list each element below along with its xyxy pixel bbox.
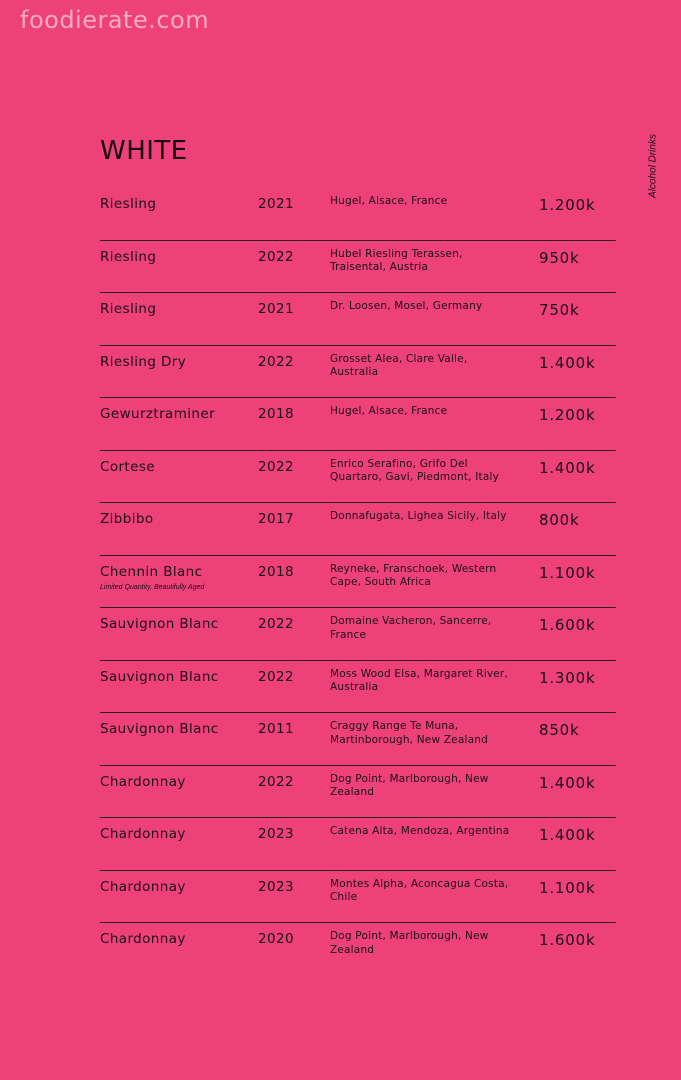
wine-producer: Reyneke, Franschoek, Western Cape, South Africa xyxy=(330,562,497,588)
wine-producer: Donnafugata, Lighea Sicily, Italy xyxy=(330,510,507,522)
wine-row xyxy=(100,871,616,924)
wine-year: 2022 xyxy=(258,773,294,790)
wine-price: 1.400k xyxy=(539,353,596,372)
wine-price: 1.400k xyxy=(539,773,596,792)
wine-year: 2018 xyxy=(258,406,294,422)
wine-price: 1.400k xyxy=(539,458,596,477)
wine-producer: Hugel, Alsace, France xyxy=(330,195,448,207)
wine-year: 2022 xyxy=(258,248,294,265)
wine-name: Chardonnay xyxy=(100,773,186,790)
watermark: foodierate.com xyxy=(20,6,210,34)
wine-price: 1.600k xyxy=(539,931,596,949)
wine-row xyxy=(100,451,616,504)
wine-row xyxy=(100,503,616,556)
section-title: WHITE xyxy=(100,136,188,166)
wine-name: Riesling Dry xyxy=(100,353,187,370)
wine-row xyxy=(100,188,616,241)
wine-year: 2023 xyxy=(258,826,294,842)
wine-row xyxy=(100,923,616,975)
wine-price: 1.400k xyxy=(539,826,596,844)
wine-price: 1.200k xyxy=(539,196,596,214)
wine-producer: Montes Alpha, Aconcagua Costa, Chile xyxy=(330,877,509,903)
wine-note: Limited Quantity, Beautifully Aged xyxy=(100,583,205,591)
wine-name: Sauvignon Blanc xyxy=(100,721,219,737)
wine-row xyxy=(100,608,616,661)
wine-producer: Dog Point, Marlborough, New Zealand xyxy=(330,772,489,798)
wine-year: 2023 xyxy=(258,878,294,895)
wine-list xyxy=(100,188,616,975)
wine-producer: Hubel Riesling Terassen, Traisental, Austria xyxy=(330,247,463,273)
wine-row xyxy=(100,661,616,714)
wine-price: 750k xyxy=(539,301,580,319)
wine-row xyxy=(100,818,616,871)
wine-name: Chardonnay xyxy=(100,826,186,842)
wine-year: 2022 xyxy=(258,616,294,632)
wine-year: 2020 xyxy=(258,931,294,947)
wine-name: Chardonnay xyxy=(100,878,186,895)
wine-name: Gewurztraminer xyxy=(100,406,216,422)
wine-price: 800k xyxy=(539,511,580,529)
wine-price: 850k xyxy=(539,721,580,739)
wine-producer: Dr. Loosen, Mosel, Germany xyxy=(330,300,483,312)
wine-row xyxy=(100,241,616,294)
wine-name: Chardonnay xyxy=(100,931,186,947)
wine-name: Chennin Blanc xyxy=(100,563,203,580)
wine-row xyxy=(100,766,616,819)
wine-year: 2011 xyxy=(258,721,294,737)
wine-name: Sauvignon Blanc xyxy=(100,616,219,632)
wine-name: Zibbibo xyxy=(100,511,154,527)
wine-producer: Moss Wood Elsa, Margaret River, Australia xyxy=(330,667,508,693)
wine-price: 1.100k xyxy=(539,878,596,897)
wine-row xyxy=(100,346,616,399)
wine-price: 950k xyxy=(539,248,580,267)
wine-producer: Grosset Alea, Clare Valle, Australia xyxy=(330,352,468,378)
wine-row xyxy=(100,556,616,609)
wine-producer: Catena Alta, Mendoza, Argentina xyxy=(330,825,510,837)
wine-year: 2021 xyxy=(258,196,294,212)
wine-year: 2022 xyxy=(258,353,294,370)
wine-price: 1.100k xyxy=(539,563,596,582)
wine-name: Riesling xyxy=(100,248,157,265)
wine-price: 1.600k xyxy=(539,616,596,634)
wine-row xyxy=(100,398,616,451)
wine-producer: Enrico Serafino, Grifo Del Quartaro, Gavi, Piedmont, Italy xyxy=(330,457,500,483)
wine-name: Riesling xyxy=(100,301,157,317)
wine-year: 2017 xyxy=(258,511,294,527)
wine-row xyxy=(100,713,616,766)
wine-year: 2018 xyxy=(258,563,294,580)
wine-name: Sauvignon Blanc xyxy=(100,668,219,685)
wine-year: 2022 xyxy=(258,458,294,475)
wine-producer: Craggy Range Te Muna, Martinborough, New Zealand xyxy=(330,720,488,746)
wine-producer: Domaine Vacheron, Sancerre, France xyxy=(330,615,492,641)
wine-producer: Dog Point, Marlborough, New Zealand xyxy=(330,930,489,956)
wine-producer: Hugel, Alsace, France xyxy=(330,405,448,417)
wine-name: Riesling xyxy=(100,196,157,212)
wine-price: 1.300k xyxy=(539,668,596,687)
wine-row xyxy=(100,293,616,346)
wine-year: 2022 xyxy=(258,668,294,685)
wine-price: 1.200k xyxy=(539,406,596,424)
wine-name: Cortese xyxy=(100,458,155,475)
wine-year: 2021 xyxy=(258,301,294,317)
side-label: Alcohol Drinks xyxy=(647,134,659,198)
